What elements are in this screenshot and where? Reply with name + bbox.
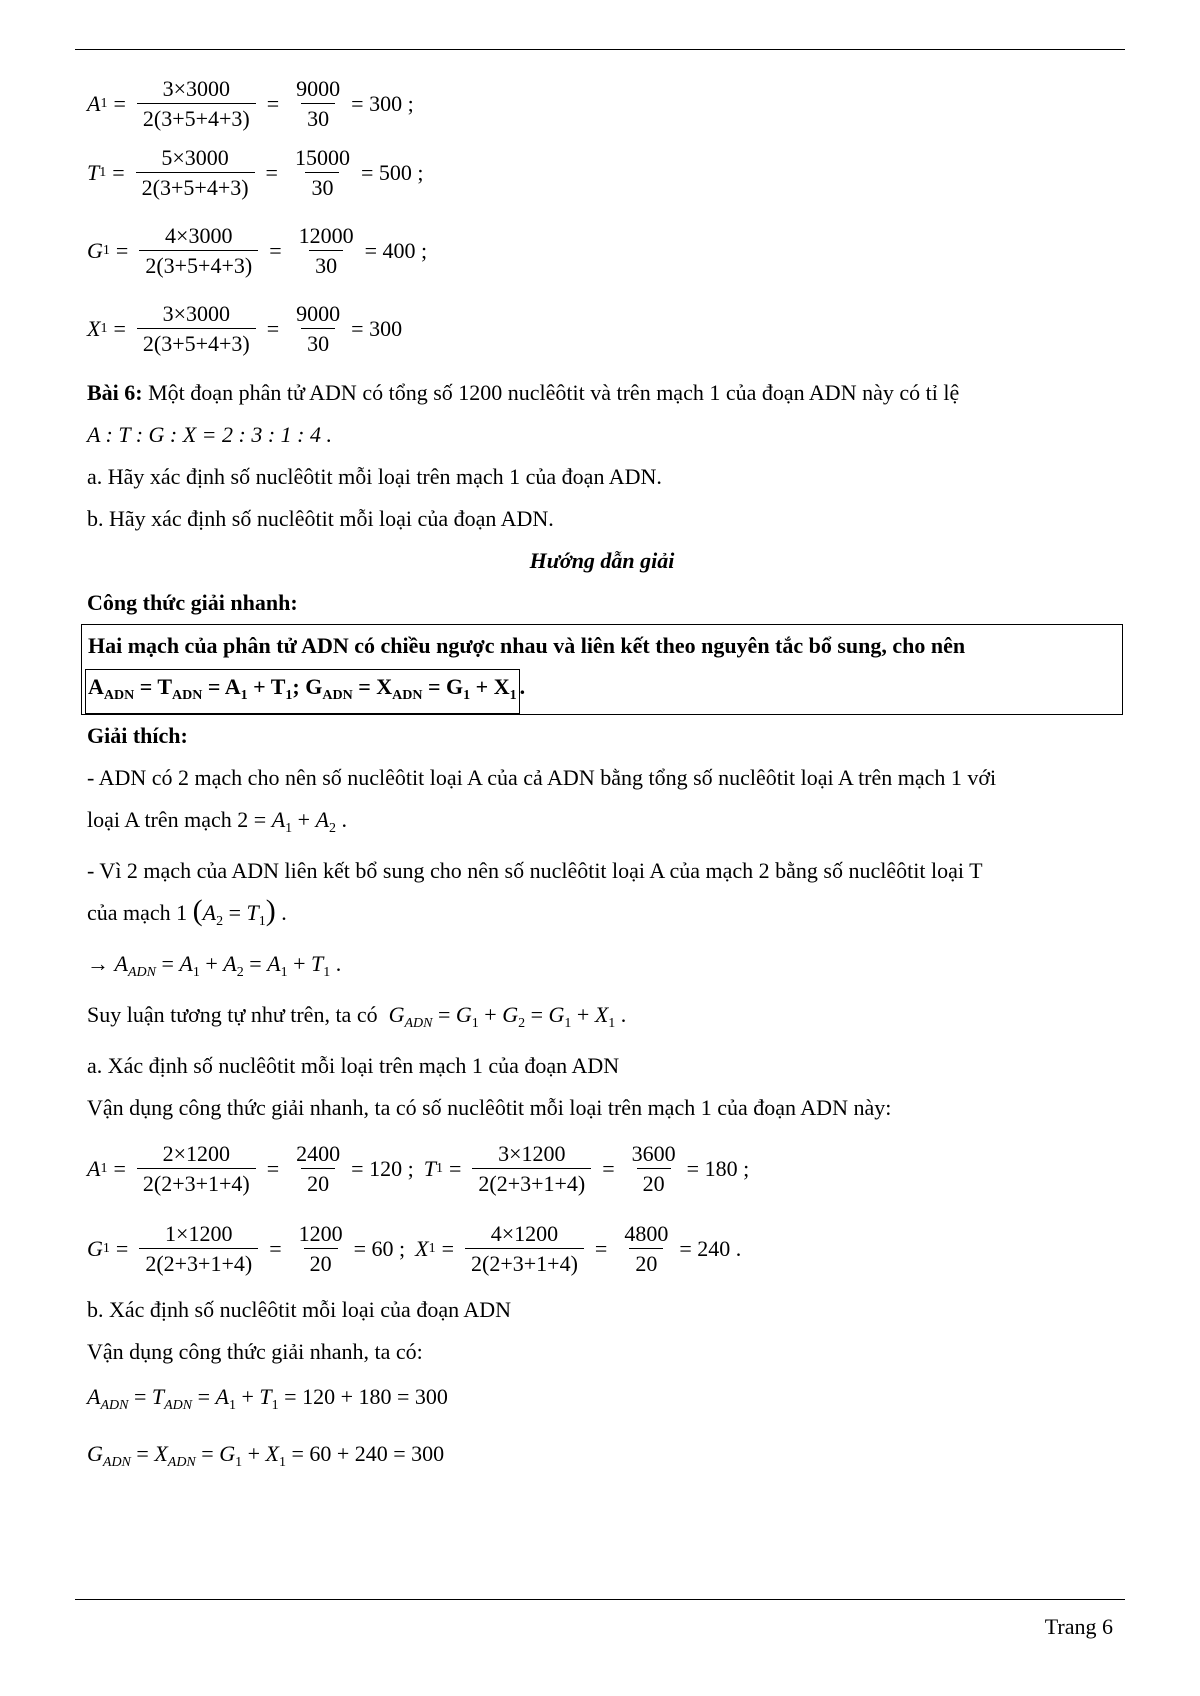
- equation-part-a-row2: G 1 = $\frac{1\times 1200}{2(2+3+1+4)}$ = $\frac{1200}{20}$ = 60 ; X 1 = $\frac{4\times 1200}{2(2+3+1+4)}$ = $\frac{4800}{20}$ = 240 .: [87, 1221, 742, 1276]
- page-content: [87, 76, 1117, 1487]
- question-b: b. Hãy xác định số nuclêôtit mỗi loại của đoạn ADN.: [87, 506, 554, 531]
- part-b-equation-2: $G_{ADN} = X_{ADN} = G_1 + X_1 = 60 + 240 = 300$: [87, 1441, 445, 1470]
- explain-paragraph-1b: loại A trên mạch $2 = A_1 + A_2$ .: [87, 807, 348, 836]
- part-a-intro: Vận dụng công thức giải nhanh, ta có số nuclêôtit mỗi loại trên mạch 1 của đoạn ADN này:: [87, 1095, 892, 1120]
- equation-a1: A 1 = $\frac{3\times 3000}{2(3+5+4+3)}$ = $\frac{9000}{30}$ = 300 ;: [87, 76, 414, 131]
- guide-title: Hướng dẫn giải: [529, 548, 675, 573]
- question-a: a. Hãy xác định số nuclêôtit mỗi loại trên mạch 1 của đoạn ADN.: [87, 464, 662, 489]
- explain-heading: Giải thích:: [87, 723, 188, 748]
- explain-paragraph-3: → $A_{ADN} = A_1 + A_2 = A_1 + T_1$ .: [87, 951, 342, 980]
- footer-rule: [75, 1599, 1125, 1600]
- formula-box-text: Hai mạch của phân tử ADN có chiều ngược nhau và liên kết theo nguyên tắc bổ sung, cho nên: [88, 633, 966, 658]
- explain-paragraph-2: - Vì 2 mạch của ADN liên kết bổ sung cho nên số nuclêôtit loại A của mạch 2 bằng số nuclêôtit loại T: [87, 858, 983, 883]
- equation-g1: G 1 = $\frac{4\times 3000}{2(3+5+4+3)}$ = $\frac{12000}{30}$ = 400 ;: [87, 223, 428, 278]
- header-rule: [75, 49, 1125, 50]
- formula-box-equation: $A_{ADN} = T_{ADN} = A_1 + T_1$; $G_{ADN} = X_{ADN} = G_1 + X_1$: [85, 669, 520, 714]
- problem-ratio: A : T : G : X = 2 : 3 : 1 : 4 .: [87, 422, 333, 447]
- part-b-heading: b. Xác định số nuclêôtit mỗi loại của đoạn ADN: [87, 1297, 512, 1322]
- formula-box: Hai mạch của phân tử ADN có chiều ngược nhau và liên kết theo nguyên tắc bổ sung, cho nên $A_{ADN} = T_{ADN} = A_1 + T_1$; $G_{ADN} = X_{ADN} = G_1 + X_1$ .: [81, 624, 1123, 715]
- equation-part-a-row1: A 1 = $\frac{2\times 1200}{2(2+3+1+4)}$ = $\frac{2400}{20}$ = 120 ; T 1 = $\frac{3\times 1200}{2(2+3+1+4)}$ = $\frac{3600}{20}$ = 180 ;: [87, 1141, 750, 1196]
- problem-statement: Bài 6: Một đoạn phân tử ADN có tổng số 1200 nuclêôtit và trên mạch 1 của đoạn ADN này có tỉ lệ: [87, 380, 960, 405]
- part-b-equation-1: $A_{ADN} = T_{ADN} = A_1 + T_1 = 120 + 180 = 300$: [87, 1384, 448, 1413]
- equation-x1: X 1 = $\frac{3\times 3000}{2(3+5+4+3)}$ = $\frac{9000}{30}$ = 300: [87, 301, 403, 356]
- explain-paragraph-4: Suy luận tương tự như trên, ta có $G_{ADN} = G_1 + G_2 = G_1 + X_1$ .: [87, 1002, 627, 1031]
- page-number: Trang 6: [1044, 1614, 1113, 1639]
- quick-formula-heading: Công thức giải nhanh:: [87, 590, 298, 615]
- part-a-heading: a. Xác định số nuclêôtit mỗi loại trên mạch 1 của đoạn ADN: [87, 1053, 620, 1078]
- explain-paragraph-2b: của mạch 1 $(A_2 = T_1)$ .: [87, 894, 287, 929]
- part-b-intro: Vận dụng công thức giải nhanh, ta có:: [87, 1339, 423, 1364]
- explain-paragraph-1: - ADN có 2 mạch cho nên số nuclêôtit loại A của cả ADN bằng tổng số nuclêôtit loại A trên mạch 1 với: [87, 765, 997, 790]
- equation-t1: T 1 = $\frac{5\times 3000}{2(3+5+4+3)}$ = $\frac{15000}{30}$ = 500 ;: [87, 145, 424, 200]
